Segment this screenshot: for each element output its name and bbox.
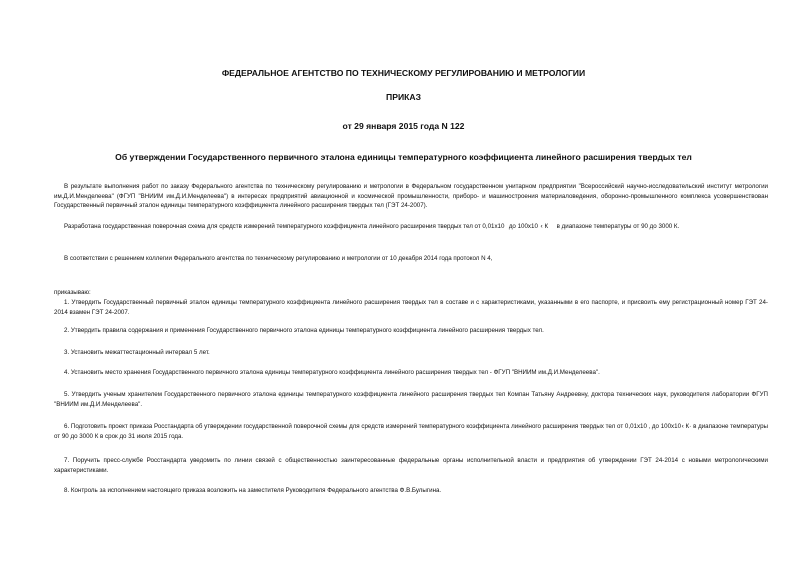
item-8: 8. Контроль за исполнением настоящего приказа возложить на заместителя Руководителя Федерального агентства Ф.В.Булыгина. [64,487,442,494]
intro-paragraph: В результате выполнения работ по заказу Федерального агентства по техническому регулированию и метрологии в Федеральном государственном унитарном предприятии "Всероссийский научно-исследовательский институт метрологии им.Д.И.Менделеева" (ФГУП "ВНИИМ им.Д.И.Менделеева") в интересах предприятий авиационной и космической промышленности, приборо- и машиностроения материаловедения, оборонно-промышленного комплекса усовершенствован Государственный первичный эталон единицы температурного коэффициента линейного расширения твердых тел (ГЭТ 24-2007). [54,183,768,210]
item6-text-b: до 100x10 [651,423,682,430]
item-5: 5. Утвердить ученым хранителем Государственного первичного эталона единицы температурного коэффициента линейного расширения твердых тел Компан Татьяну Андреевну, доктора технических наук, руководителя лаборатории ФГУП "ВНИИМ им.Д.И.Менделеева". [54,391,768,408]
item6-text-d: в диапазоне температуры от 90 до 3000 К в срок до 31 июля 2015 года. [54,423,768,440]
scheme-text-a: Разработана государственная поверочная схема для средств измерений температурного коэффициента линейного расширения твердых тел от 0,01x10 [64,223,505,230]
scheme-text-c: К [544,223,549,230]
item6-text-a: 6. Подготовить проект приказа Росстандарта об утверждении государственной поверочной схемы для средств измерений температурного коэффициента линейного расширения твердых тел от 0,01x10 [64,423,647,430]
scheme-text-d: в диапазоне температуры от 90 до 3000 К. [556,223,680,230]
scheme-paragraph [54,222,768,232]
item-6 [54,422,768,441]
item-3: 3. Установить межаттестационный интервал 5 лет. [64,349,210,356]
item-7: 7. Поручить пресс-службе Росстандарта уведомить по линии связей с общественностью заинтересованные федеральные органы исполнительной власти и предприятия об утверждении ГЭТ 24-2014 с новыми метрологическими характеристиками. [54,457,768,474]
formula-glyph: ‚ [648,423,651,430]
formula-glyph: · [689,423,692,430]
item-4: 4. Установить место хранения Государственного первичного эталона единицы температурного коэффициента линейного расширения твердых тел - ФГУП "ВНИИМ им.Д.И.Менделеева". [64,369,600,376]
formula-glyph: ‹ [540,223,543,230]
date-number-heading: от 29 января 2015 года N 122 [342,121,465,131]
item-1: 1. Утвердить Государственный первичный эталон единицы температурного коэффициента линейного расширения твердых тел в составе и с характеристиками, указанными в его паспорте, и присвоить ему регистрационный номер ГЭТ 24-2014 взамен ГЭТ 24-2007. [54,299,768,316]
item-2: 2. Утвердить правила содержания и применения Государственного первичного эталона единицы температурного коэффициента линейного расширения твердых тел. [64,327,544,334]
agency-heading: ФЕДЕРАЛЬНОЕ АГЕНТСТВО ПО ТЕХНИЧЕСКОМУ РЕГУЛИРОВАНИЮ И МЕТРОЛОГИИ [221,68,586,78]
exponent-glyph [504,221,505,226]
document-title: Об утверждении Государственного первичного эталона единицы температурного коэффициента линейного расширения твердых тел [115,152,692,162]
doc-type-heading: ПРИКАЗ [386,92,421,102]
decision-paragraph: В соответствии с решением коллегии Федерального агентства по техническому регулированию и метрологии от 10 декабря 2014 года протокол N 4, [64,255,493,262]
scheme-text-b: до 100x10 [508,223,538,230]
formula-glyph: ‹ [681,423,684,430]
order-word: приказываю: [54,289,91,296]
exponent-glyph [538,221,539,226]
item6-text-c: К [685,423,690,430]
